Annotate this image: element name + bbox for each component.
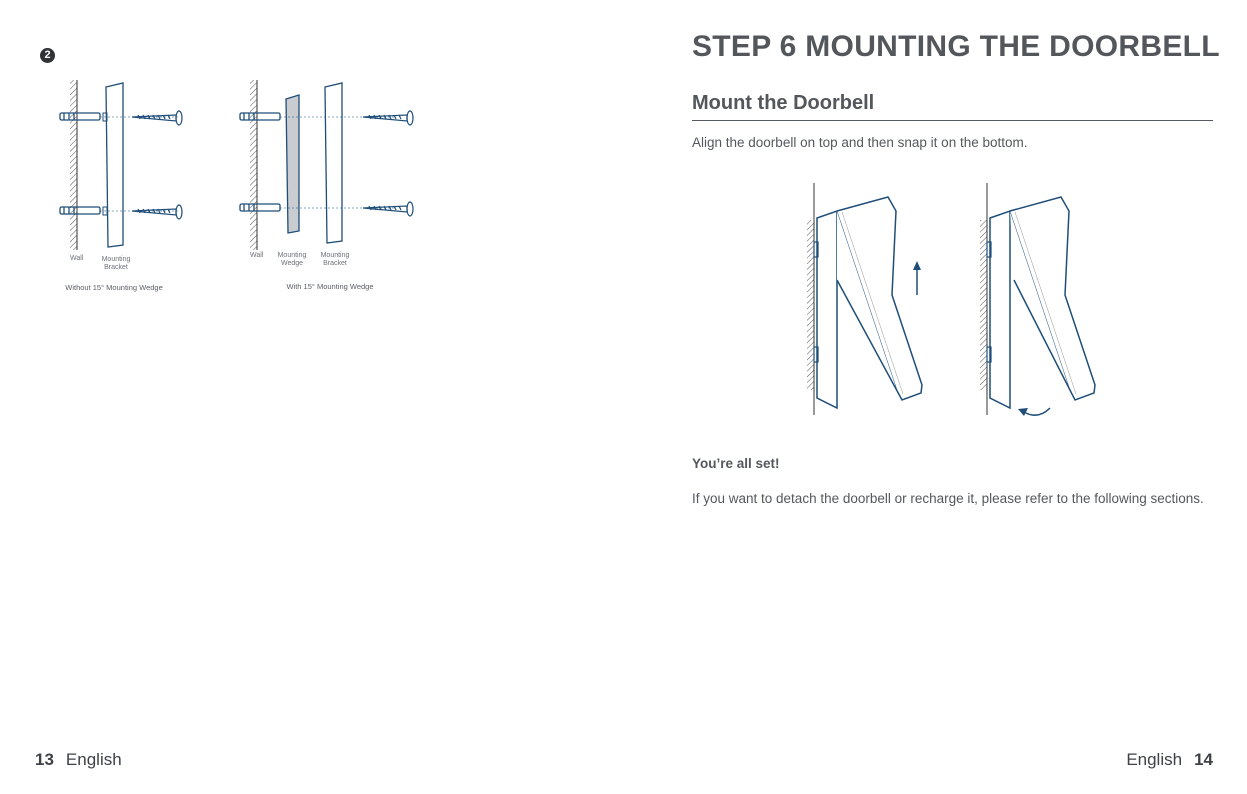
curved-arrow-icon bbox=[1018, 408, 1050, 416]
caption-with-wedge: With 15° Mounting Wedge bbox=[286, 282, 374, 291]
mounting-wedge bbox=[286, 95, 299, 233]
arrow-up-icon bbox=[913, 261, 921, 295]
section-title: Mount the Doorbell bbox=[692, 92, 875, 114]
page-title: STEP 6 MOUNTING THE DOORBELL bbox=[692, 30, 1220, 63]
footer-left bbox=[35, 750, 122, 770]
bracket-left bbox=[817, 211, 837, 408]
label-mounting-wedge-1: Mounting bbox=[277, 252, 307, 259]
page-number-left: 13 bbox=[35, 750, 54, 769]
footer-right bbox=[1126, 750, 1213, 770]
label-mounting-bracket-1: Mounting bbox=[320, 252, 350, 259]
mounting-diagram-without-wedge bbox=[50, 75, 220, 300]
page-number-right: 14 bbox=[1194, 750, 1213, 769]
wall-anchor-bottom bbox=[60, 207, 100, 214]
done-body: If you want to detach the doorbell or recharge it, please refer to the following sections. bbox=[692, 491, 1204, 506]
section-divider bbox=[692, 120, 1213, 121]
label-mounting-bracket-1: Mounting bbox=[101, 256, 131, 263]
doorbell-mount-illustration bbox=[800, 180, 1110, 425]
label-mounting-bracket-2: Bracket bbox=[104, 264, 128, 271]
wall-hatching bbox=[250, 80, 257, 250]
wall-anchor-top bbox=[60, 113, 100, 120]
wall-hatching bbox=[70, 80, 77, 250]
caption-without-wedge: Without 15° Mounting Wedge bbox=[65, 283, 163, 292]
label-mounting-wedge-2: Wedge bbox=[280, 260, 304, 267]
label-mounting-bracket-2: Bracket bbox=[323, 260, 347, 267]
label-wall: Wall bbox=[250, 252, 264, 259]
bracket-right bbox=[990, 211, 1010, 408]
screw-bottom bbox=[363, 202, 413, 216]
mounting-bracket bbox=[106, 83, 123, 247]
mounting-bracket bbox=[325, 83, 342, 243]
instruction-text: Align the doorbell on top and then snap it on the bottom. bbox=[692, 135, 1028, 150]
footer-language-right: English bbox=[1126, 750, 1183, 769]
screw-bottom bbox=[132, 205, 182, 219]
done-heading: You’re all set! bbox=[692, 456, 780, 471]
label-wall: Wall bbox=[70, 255, 84, 262]
step-number-marker: 2 bbox=[40, 48, 55, 63]
doorbell-right bbox=[1010, 197, 1095, 400]
doorbell-left bbox=[837, 197, 922, 400]
screw-top bbox=[132, 111, 182, 125]
wall-anchor-bottom bbox=[240, 204, 280, 211]
wall-anchor-top bbox=[240, 113, 280, 120]
mounting-diagram-with-wedge bbox=[230, 75, 430, 300]
footer-language-left: English bbox=[65, 750, 122, 769]
screw-top bbox=[363, 111, 413, 125]
